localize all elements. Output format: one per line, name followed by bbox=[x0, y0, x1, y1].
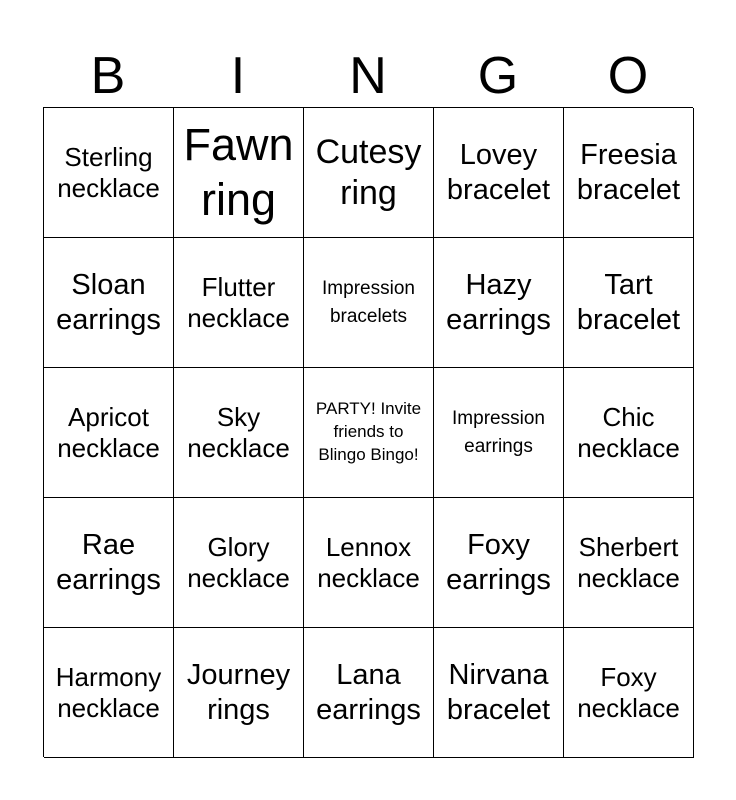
cell-label: Foxy necklace bbox=[577, 661, 680, 723]
bingo-cell[interactable] bbox=[434, 238, 564, 368]
bingo-cell[interactable] bbox=[174, 108, 304, 238]
bingo-cell[interactable] bbox=[174, 498, 304, 628]
cell-label: Apricot necklace bbox=[57, 401, 160, 463]
bingo-cell[interactable] bbox=[564, 108, 694, 238]
cell-label: Tart bracelet bbox=[576, 269, 681, 336]
header-letter-o: O bbox=[607, 47, 649, 105]
cell-label: Chic necklace bbox=[577, 401, 680, 463]
bingo-cell[interactable] bbox=[564, 498, 694, 628]
header-letter-i: I bbox=[230, 47, 246, 105]
bingo-cell[interactable] bbox=[44, 628, 174, 758]
bingo-cell[interactable] bbox=[564, 628, 694, 758]
cell-label: Hazy earrings bbox=[446, 269, 551, 336]
bingo-cell[interactable] bbox=[564, 368, 694, 498]
header-letter-b: B bbox=[90, 47, 126, 105]
bingo-board bbox=[43, 107, 693, 757]
cell-label: Nirvana bracelet bbox=[446, 659, 551, 726]
free-space-cell[interactable] bbox=[304, 368, 434, 498]
bingo-cell[interactable] bbox=[44, 498, 174, 628]
cell-label: Impression bracelets bbox=[322, 277, 415, 327]
cell-label: Sterling necklace bbox=[57, 141, 160, 203]
bingo-cell[interactable] bbox=[434, 498, 564, 628]
cell-label: Sloan earrings bbox=[56, 269, 161, 336]
bingo-cell[interactable] bbox=[304, 628, 434, 758]
cell-label: Glory necklace bbox=[187, 531, 290, 593]
cell-label: Freesia bracelet bbox=[576, 139, 681, 206]
cell-label: Harmony necklace bbox=[55, 661, 162, 723]
cell-label: Lovey bracelet bbox=[446, 139, 551, 206]
cell-label: Flutter necklace bbox=[187, 271, 290, 333]
bingo-cell[interactable] bbox=[564, 238, 694, 368]
bingo-cell[interactable] bbox=[44, 108, 174, 238]
bingo-cell[interactable] bbox=[304, 238, 434, 368]
bingo-cell[interactable] bbox=[44, 238, 174, 368]
bingo-cell[interactable] bbox=[174, 628, 304, 758]
bingo-cell[interactable] bbox=[434, 108, 564, 238]
bingo-cell[interactable] bbox=[434, 628, 564, 758]
cell-label: Lana earrings bbox=[316, 659, 421, 726]
bingo-cell[interactable] bbox=[174, 368, 304, 498]
bingo-cell[interactable] bbox=[434, 368, 564, 498]
bingo-cell[interactable] bbox=[304, 498, 434, 628]
header-letter-g: G bbox=[477, 47, 519, 105]
cell-label: Foxy earrings bbox=[446, 529, 551, 596]
bingo-header bbox=[43, 46, 693, 106]
bingo-cell[interactable] bbox=[174, 238, 304, 368]
cell-label: Fawn ring bbox=[183, 118, 294, 225]
cell-label: Cutesy ring bbox=[315, 133, 422, 212]
cell-label: Sherbert necklace bbox=[577, 531, 680, 593]
cell-label: Rae earrings bbox=[56, 529, 161, 596]
cell-label: Journey rings bbox=[186, 659, 291, 726]
bingo-cell[interactable] bbox=[44, 368, 174, 498]
cell-label: Sky necklace bbox=[187, 401, 290, 463]
bingo-cell[interactable] bbox=[304, 108, 434, 238]
cell-label: Lennox necklace bbox=[317, 531, 420, 593]
header-letter-n: N bbox=[349, 47, 387, 105]
cell-label: Impression earrings bbox=[452, 407, 545, 457]
free-space-label: PARTY! Invite friends to Blingo Bingo! bbox=[315, 399, 422, 464]
